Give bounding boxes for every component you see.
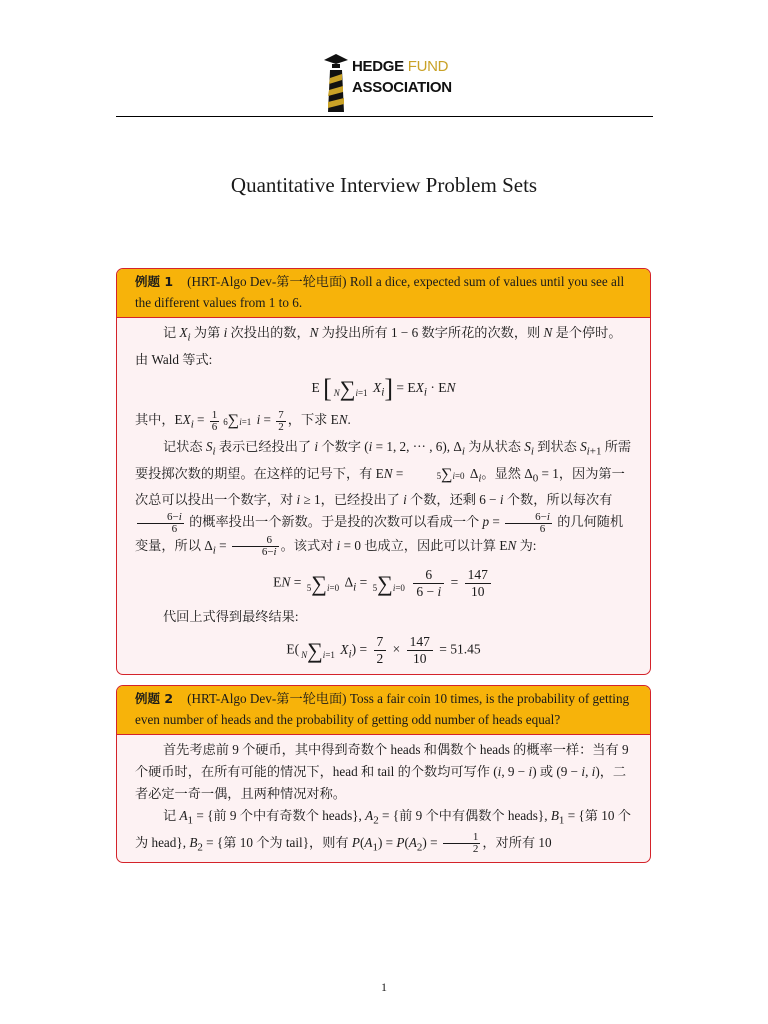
example-box-1 — [116, 268, 651, 675]
example-1-body — [117, 318, 650, 675]
example-2-body — [117, 735, 650, 863]
example-1-equation-3: E( N∑i=1 $X_i$) = $\frac{7}{2}$ × $\frac{147}{10}$ = 51.45 — [286, 634, 481, 667]
logo-line1: HEDGE FUND — [352, 58, 449, 75]
header-rule — [116, 116, 653, 117]
logo-line2: ASSOCIATION — [352, 79, 452, 96]
example-box-2 — [116, 685, 651, 863]
example-2-paragraph-1: 首先考虑前 9 个硬币，其中得到奇数个 heads 和偶数个 heads 的概率一样：当有 9 个硬币时，在所有可能的情况下，head 和 tail 的个数均可写作 (i, 9 − i) 或 (9 − i, i)，二者必定一奇一偶，且两种情况对称。 — [135, 742, 629, 801]
example-2-tag: 例题 2 — [135, 691, 174, 706]
example-2-paragraph-2: 记 $A_1$ = {前 9 个中有奇数个 heads}, $A_2$ = {前 9 个中有偶数个 heads}, $B_1$ = {第 10 个为 head}, $B_2$ = {第 10 个为 tail}，则有 $P(A_1) = P(A_2)$ = $\frac{1}{2}$ ，对所有 10 — [135, 808, 631, 856]
example-1-tag: 例题 1 — [135, 274, 174, 289]
page-number: 1 — [381, 980, 387, 994]
hedge-fund-association-logo — [322, 52, 452, 114]
example-2-question: (HRT-Algo Dev-第一轮电面) Toss a fair coin 10 times, is the probability of getting even number of heads and the probability of getting odd number of heads equal? — [135, 691, 630, 727]
example-1-paragraph-4: 代回上式得到最终结果: — [163, 609, 299, 625]
example-1-paragraph-1: 记 $X_i$ 为第 i 次投出的数，N 为投出所有 1 − 6 数字所花的次数，则 N 是个停时。由 Wald 等式: — [135, 325, 622, 367]
example-1-paragraph-3: 记状态 $S_i$ 表示已经投出了 i 个数字 (i = 1, 2, ··· , 6), $\Delta_i$ 为从状态 $S_i$ 到状态 $S_{i+1}$ 所需要投掷次数的期望。在这样的记号下，有 EN = 5∑i=0 $\Delta_i$。显然 $\Delta_0 = 1$，因为第一次总可以投出一个数字，对 i ≥ 1，已经投出了 i 个数，还剩 6 − i 个数，所以每次有 $\frac{6-i}{6}$ 的概率投出一个新数。于是投的次数可以看成一个 p = $\frac{6-i}{6}$ 的几何随机变量，所以 $\Delta_i$ = $\frac{6}{6-i}$ 。该式对 i = 0 也成立，因此可以计算 EN 为: — [135, 438, 632, 559]
example-1-paragraph-2: 其中，$EX_i$ = $\frac{1}{6}$ 6∑i=1 i = $\frac{7}{2}$ ，下求 EN. — [135, 408, 351, 433]
example-1-equation-2: EN = 5∑i=0 $\Delta_i = 5\sum i=0$ $\frac{6}{6 - i}$ = $\frac{147}{10}$ — [135, 567, 632, 600]
example-1-equation-1: E [ N∑i=1 $X_i] = EX_i$ · EN — [311, 373, 456, 403]
example-1-header — [117, 269, 650, 318]
lighthouse-icon — [322, 52, 350, 114]
page-title: Quantitative Interview Problem Sets — [230, 173, 538, 197]
example-2-header — [117, 686, 650, 735]
example-1-question: (HRT-Algo Dev-第一轮电面) Roll a dice, expected sum of values until you see all the different values from 1 to 6. — [135, 274, 625, 310]
